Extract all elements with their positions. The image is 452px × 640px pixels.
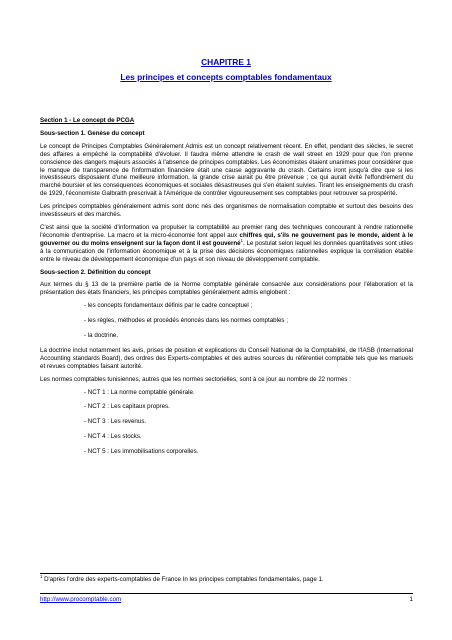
paragraph-text: . Le postulat selon lequel les données quantitatives sont utiles à la communication de l'information économique et à la prise des décisions économiques rationnelles explique la corrélation établie entre le niveau de développement économique d'un pays et son niveau de développement comptable. (40, 239, 413, 263)
subsection-heading: Sous-section 2. Définition du concept (40, 268, 151, 276)
chapter-heading: CHAPITRE 1 (201, 57, 251, 67)
list-item: - NCT 5 : Les immobilisations corporelles. (84, 448, 199, 456)
list-item: - les concepts fondamentaux définis par le cadre conceptuel ; (84, 302, 253, 310)
document-body (40, 117, 413, 463)
paragraph-text: C'est ainsi que la société d'information va propulser la comptabilité au premier rang des techniques concourant à rendre rationnelle l'économie d'entreprise. La macro et la micro-économie font appel aux (40, 223, 413, 239)
paragraph (40, 224, 413, 264)
list-item: - la doctrine. (84, 332, 119, 340)
list-item: - NCT 3 : Les revenus. (84, 418, 147, 426)
section-heading: Section 1 - Le concept de PCGA (40, 117, 135, 124)
chapter-title: Les principes et concepts comptables fondamentaux (120, 72, 332, 82)
footnote-text: D'après l'ordre des experts-comptables de France In les principes comptables fondamentales, page 1. (42, 576, 324, 583)
footnote-reference[interactable]: 1 (240, 237, 243, 243)
list-item: - NCT 2 : Les capitaux propres. (84, 403, 170, 411)
footnote-mark: 1 (40, 573, 43, 579)
paragraph: Les principes comptables généralement admis sont donc nés des organismes de normalisation comptable et surtout des besoins des investisseurs et des marchés. (40, 203, 413, 219)
page-number: 1 (409, 596, 413, 603)
paragraph: Le concept de Principes Comptables Généralement Admis est un concept relativement récent. En effet, pendant des siècles, le secret des affaires a empêché la comptabilité d'évoluer. Il faudra même attendre le crash de wall street en 1929 pour que l'on prenne conscience des dangers majeurs associés à l'absence de principes comptables. Les économistes étaient unanimes pour considérer que le manque de transparence de l'information financière était une cause aggravante du crash. Certains iront jusqu'à dire que si les investisseurs disposaient d'une meilleure information, la grande crise aurait pu être prévenue ; ce qui aurait évité l'effondrement du marché boursier et les conséquences économiques et sociales désastreuses qui s'en étaient suivies. Tirant les enseignements du crash de 1929, l'économiste Galbraith prescrivait à l'Amérique de contrôler vigoureusement ses comptables pour retrouver sa prospérité. (40, 142, 413, 198)
paragraph: Aux termes du § 13 de la première partie de la Norme comptable générale consacrée aux considérations pour l'élaboration et la présentation des états financiers, les principes comptables généralement admis englobent : (40, 281, 413, 297)
subsection-heading: Sous-section 1. Genèse du concept (40, 129, 145, 137)
paragraph: Les normes comptables tunisiennes, autres que les normes sectorielles, sont à ce jour au nombre de 22 normes : (40, 375, 351, 383)
paragraph: La doctrine inclut notamment les avis, prises de position et explications du Conseil National de la Comptabilité, de l'IASB (International Accounting standards Board), des ordres des Experts-comptables et des autres sources du référentiel comptable tels que les manuels et revues comptables faisant autorité. (40, 346, 413, 370)
bold-quote: chiffres qui, s'ils ne gouvernent pas le monde, aident à le gouverner ou du moins enseignent sur la façon dont il est gouverné (40, 231, 414, 247)
list-item: - NCT 1 : La norme comptable générale. (84, 388, 195, 396)
footnote-divider (40, 573, 160, 574)
list-item: - NCT 4 : Les stocks. (84, 433, 142, 441)
footer-link[interactable]: http://www.procomptable.com (40, 596, 122, 603)
list-item: - les règles, méthodes et procédés énoncés dans les normes comptables ; (84, 317, 288, 325)
footnote (40, 573, 413, 584)
footer-divider (40, 593, 413, 594)
